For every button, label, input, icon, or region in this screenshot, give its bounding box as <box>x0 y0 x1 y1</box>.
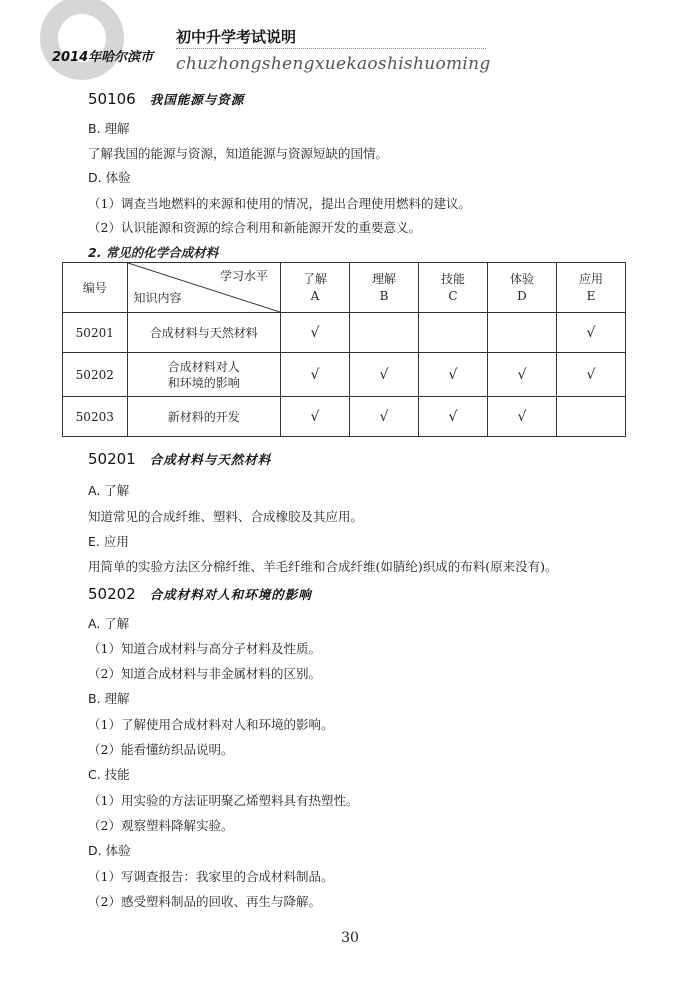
corner-bottom-label: 知识内容 <box>133 291 182 305</box>
mark-cell <box>418 313 487 353</box>
check-mark: √ <box>517 408 527 425</box>
section-code: 50202 <box>88 585 136 603</box>
check-mark: √ <box>517 366 527 383</box>
paragraph: 用简单的实验方法区分棉纤维、羊毛纤维和合成纤维(如腈纶)织成的布料(原来没有)。 <box>88 559 558 574</box>
corner-top-label: 学习水平 <box>219 269 268 283</box>
learning-level-table <box>62 262 626 437</box>
header-title: 初中升学考试说明 <box>176 28 297 46</box>
header-column <box>281 263 350 313</box>
header-diagonal-cell <box>127 263 280 313</box>
mark-cell <box>281 397 350 437</box>
header-ring-decoration <box>40 0 124 80</box>
paragraph: 知道常见的合成纤维、塑料、合成橡胶及其应用。 <box>88 509 364 524</box>
paragraph: （2）能看懂纺织品说明。 <box>88 742 234 757</box>
paragraph: （2）感受塑料制品的回收、再生与降解。 <box>88 894 321 909</box>
header-column <box>487 263 556 313</box>
section-title: 合成材料对人和环境的影响 <box>149 587 312 602</box>
mark-cell <box>349 353 418 397</box>
column-name: 体验 <box>509 271 534 286</box>
header-pinyin: chuzhongshengxuekaoshishuoming <box>176 54 491 74</box>
mark-cell <box>556 313 625 353</box>
section-title: 我国能源与资源 <box>149 92 245 107</box>
mark-cell <box>418 353 487 397</box>
section-heading-50201 <box>88 450 271 468</box>
mark-cell <box>349 313 418 353</box>
check-mark: √ <box>448 408 458 425</box>
mark-cell <box>487 353 556 397</box>
row-code: 50203 <box>63 397 128 437</box>
check-mark: √ <box>310 366 320 383</box>
section-heading-50106 <box>88 90 244 108</box>
content-line: 新材料的开发 <box>167 410 240 424</box>
mark-cell <box>556 353 625 397</box>
check-mark: √ <box>586 324 596 341</box>
header-divider <box>176 48 486 49</box>
column-letter: D <box>517 288 527 303</box>
column-letter: A <box>310 288 320 303</box>
level-label: A. 了解 <box>88 483 130 498</box>
mark-cell <box>487 313 556 353</box>
row-content <box>127 397 280 437</box>
header-year-city: 2014年哈尔滨市 <box>52 50 154 65</box>
row-content <box>127 313 280 353</box>
level-label: B. 理解 <box>88 121 130 136</box>
row-code: 50202 <box>63 353 128 397</box>
paragraph: 了解我国的能源与资源，知道能源与资源短缺的国情。 <box>88 146 389 161</box>
level-label: C. 技能 <box>88 767 130 782</box>
header-column <box>418 263 487 313</box>
check-mark: √ <box>448 366 458 383</box>
header-column <box>556 263 625 313</box>
table-row <box>63 397 626 437</box>
paragraph: （1）知道合成材料与高分子材料及性质。 <box>88 641 321 656</box>
mark-cell <box>281 353 350 397</box>
page-number: 30 <box>341 930 359 946</box>
check-mark: √ <box>379 366 389 383</box>
section-title: 合成材料与天然材料 <box>149 452 272 467</box>
section-title: 2. 常见的化学合成材料 <box>88 245 219 260</box>
column-letter: B <box>379 288 389 303</box>
level-label: D. 体验 <box>88 843 131 858</box>
paragraph: （2）知道合成材料与非金属材料的区别。 <box>88 666 321 681</box>
content-line: 合成材料对人 <box>167 359 240 374</box>
header-column <box>349 263 418 313</box>
content-line: 合成材料与天然材料 <box>149 326 258 340</box>
check-mark: √ <box>586 366 596 383</box>
column-name: 技能 <box>440 271 465 286</box>
column-letter: E <box>586 288 596 303</box>
mark-cell <box>281 313 350 353</box>
paragraph: （1）写调查报告：我家里的合成材料制品。 <box>88 869 334 884</box>
mark-cell <box>349 397 418 437</box>
paragraph: （2）观察塑料降解实验。 <box>88 818 234 833</box>
column-letter: C <box>448 288 458 303</box>
table-row <box>63 313 626 353</box>
section-heading-50202 <box>88 585 312 603</box>
section-code: 50201 <box>88 450 136 468</box>
mark-cell <box>487 397 556 437</box>
column-name: 了解 <box>302 271 327 286</box>
check-mark: √ <box>310 324 320 341</box>
paragraph: （1）了解使用合成材料对人和环境的影响。 <box>88 717 334 732</box>
check-mark: √ <box>379 408 389 425</box>
paragraph: （1）调查当地燃料的来源和使用的情况，提出合理使用燃料的建议。 <box>88 196 471 211</box>
check-mark: √ <box>310 408 320 425</box>
paragraph: （2）认识能源和资源的综合利用和新能源开发的重要意义。 <box>88 220 421 235</box>
row-content <box>127 353 280 397</box>
content-line: 和环境的影响 <box>167 375 240 390</box>
mark-cell <box>418 397 487 437</box>
column-name: 理解 <box>371 271 396 286</box>
mark-cell <box>556 397 625 437</box>
level-label: E. 应用 <box>88 534 129 549</box>
level-label: D. 体验 <box>88 170 131 185</box>
level-label: A. 了解 <box>88 616 130 631</box>
section-code: 50106 <box>88 90 136 108</box>
paragraph: （1）用实验的方法证明聚乙烯塑料具有热塑性。 <box>88 793 359 808</box>
column-name: 应用 <box>578 271 603 286</box>
table-row <box>63 353 626 397</box>
row-code: 50201 <box>63 313 128 353</box>
table-header-row <box>63 263 626 313</box>
header-code-cell: 编号 <box>63 263 128 313</box>
level-label: B. 理解 <box>88 691 130 706</box>
